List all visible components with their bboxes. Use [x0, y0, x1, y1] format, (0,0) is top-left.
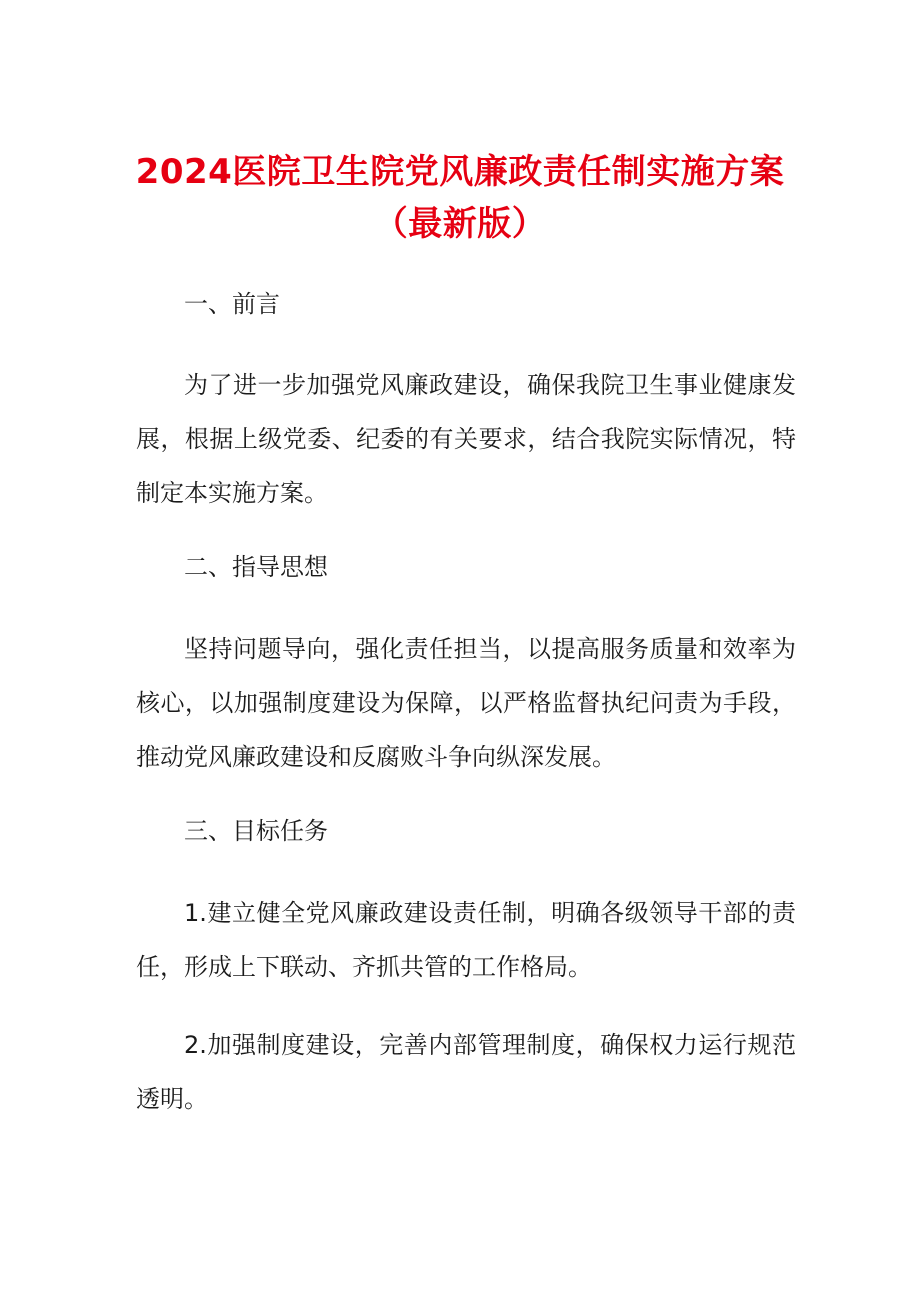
guiding-ideology-paragraph: 坚持问题导向，强化责任担当，以提高服务质量和效率为核心，以加强制度建设为保障，以严格监督执纪问责为手段，推动党风廉政建设和反腐败斗争向纵深发展。 [136, 635, 796, 771]
section-heading-guiding-ideology: 二、指导思想 [184, 553, 328, 581]
section-heading-goals-tasks: 三、目标任务 [184, 817, 328, 845]
preface-paragraph: 为了进一步加强党风廉政建设，确保我院卫生事业健康发展，根据上级党委、纪委的有关要求，结合我院实际情况，特制定本实施方案。 [136, 371, 796, 507]
document-title: 2024医院卫生院党风廉政责任制实施方案 [135, 152, 785, 192]
goal-item-2: 2.加强制度建设，完善内部管理制度，确保权力运行规范透明。 [136, 1031, 796, 1113]
document-subtitle: （最新版） [373, 204, 547, 244]
section-heading-preface: 一、前言 [184, 290, 280, 318]
goal-item-1: 1.建立健全党风廉政建设责任制，明确各级领导干部的责任，形成上下联动、齐抓共管的工作格局。 [136, 899, 796, 981]
